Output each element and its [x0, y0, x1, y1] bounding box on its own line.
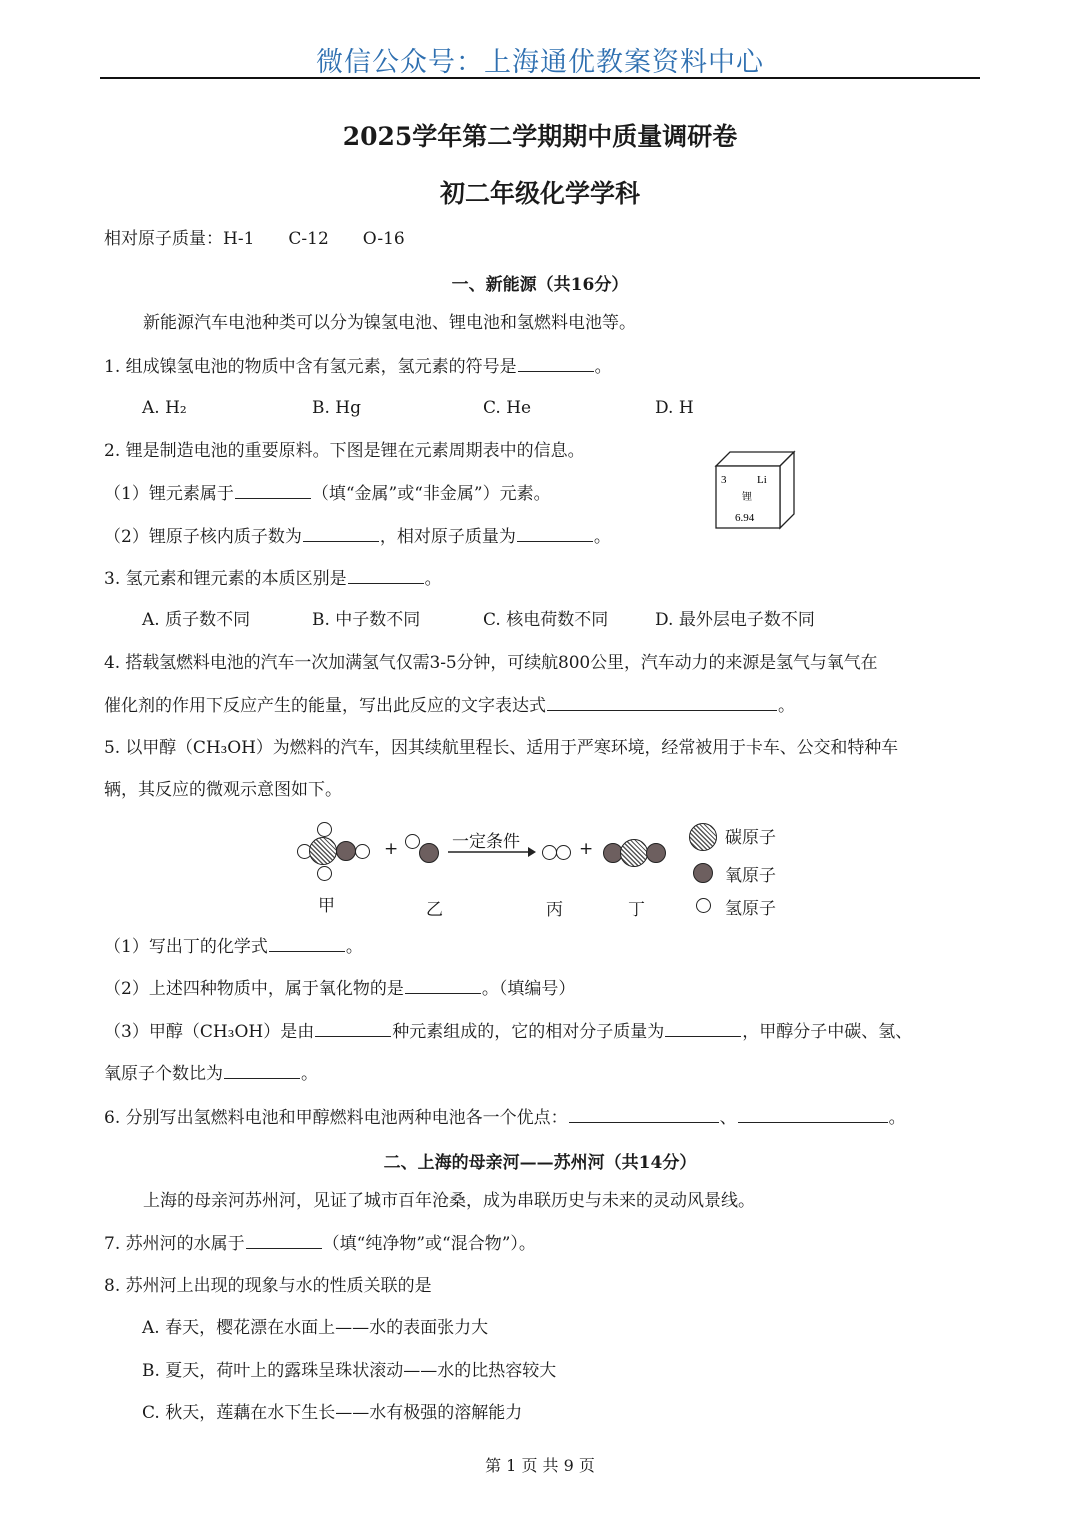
plus-sign: + [579, 839, 594, 859]
answer-blank[interactable] [269, 935, 345, 952]
question-4-line-2 [104, 694, 795, 717]
reaction-diagram [280, 818, 800, 928]
option-c[interactable]: C. 核电荷数不同 [483, 610, 609, 630]
element-name: 锂 [742, 492, 752, 503]
section-1-intro: 新能源汽车电池种类可以分为镍氢电池、锂电池和氢燃料电池等。 [143, 313, 636, 333]
exam-subtitle: 初二年级化学学科 [439, 179, 640, 208]
plus-sign: + [384, 839, 399, 859]
question-6-sep: 、 [719, 1108, 737, 1128]
section-2-title: 二、上海的母亲河——苏州河（共14分） [383, 1153, 697, 1173]
option-a[interactable]: A. 质子数不同 [142, 610, 251, 630]
element-symbol: Li [757, 474, 767, 486]
question-7-text: 7. 苏州河的水属于 [104, 1234, 245, 1254]
answer-blank[interactable] [518, 355, 594, 372]
q5p1-text: （1）写出丁的化学式 [104, 937, 268, 957]
question-3-end: 。 [424, 569, 442, 589]
option-a[interactable]: A. H₂ [142, 398, 187, 418]
option-c[interactable]: C. He [483, 398, 532, 418]
q2p2-text: （2）锂原子核内质子数为 [104, 527, 302, 547]
answer-blank[interactable] [547, 694, 777, 711]
hydrogen-atom [405, 834, 420, 849]
oxygen-atom [419, 843, 439, 863]
answer-blank[interactable] [569, 1106, 719, 1123]
question-1-text: 1. 组成镍氢电池的物质中含有氢元素，氢元素的符号是 [104, 357, 517, 377]
relative-atomic-mass: 6.94 [735, 512, 755, 524]
question-3-options [0, 609, 1080, 631]
answer-blank[interactable] [665, 1020, 741, 1037]
answer-blank[interactable] [224, 1062, 300, 1079]
carbon-atom [309, 837, 337, 865]
legend-oxygen: 氧原子 [725, 866, 776, 886]
carbon-legend-icon [689, 823, 717, 851]
section-2-intro: 上海的母亲河苏州河，见证了城市百年沧桑，成为串联历史与未来的灵动风景线。 [143, 1191, 755, 1211]
atomic-mass-note: 相对原子质量：H-1 C-12 O-16 [104, 229, 405, 249]
label-yi: 乙 [426, 900, 443, 920]
question-3-text: 3. 氢元素和锂元素的本质区别是 [104, 569, 347, 589]
question-6 [104, 1106, 906, 1129]
lithium-element-card [714, 450, 796, 532]
label-ding: 丁 [628, 900, 645, 920]
q2p1-tail: （填“金属”或“非金属”）元素。 [311, 484, 551, 504]
hydrogen-atom [556, 845, 571, 860]
answer-blank[interactable] [738, 1106, 888, 1123]
question-2-part-2 [104, 525, 611, 548]
q5p1-end: 。 [345, 937, 363, 957]
hydrogen-legend-icon [696, 898, 711, 913]
watermark-header: 微信公众号：上海通优教案资料中心 [316, 47, 764, 78]
question-6-text: 6. 分别写出氢燃料电池和甲醇燃料电池两种电池各一个优点： [104, 1108, 568, 1128]
question-5-part-1 [104, 935, 363, 958]
oxygen-atom [336, 841, 356, 861]
section-1-title: 一、新能源（共16分） [451, 275, 629, 295]
q5p3-mid: 种元素组成的，它的相对分子质量为 [392, 1022, 665, 1042]
label-jia: 甲 [318, 896, 335, 916]
option-b[interactable]: B. 夏天，荷叶上的露珠呈珠状滚动——水的比热容较大 [142, 1361, 557, 1381]
legend-carbon: 碳原子 [725, 828, 776, 848]
header-rule [100, 77, 980, 79]
q5p2-end: 。（填编号） [481, 979, 576, 999]
answer-blank[interactable] [405, 977, 481, 994]
oxygen-legend-icon [693, 863, 713, 883]
question-5-line-1: 5. 以甲醇（CH₃OH）为燃料的汽车，因其续航里程长、适用于严寒环境，经常被用于卡车、公交和特种车 [104, 738, 899, 758]
option-b[interactable]: B. 中子数不同 [312, 610, 421, 630]
question-7 [104, 1232, 536, 1255]
hydrogen-atom [317, 866, 332, 881]
q5p3-text: （3）甲醇（CH₃OH）是由 [104, 1022, 315, 1042]
question-6-end: 。 [888, 1108, 906, 1128]
answer-blank[interactable] [348, 567, 424, 584]
legend-hydrogen: 氢原子 [725, 899, 776, 919]
option-d[interactable]: D. H [655, 398, 694, 418]
answer-blank[interactable] [303, 525, 379, 542]
question-2-part-1 [104, 482, 551, 505]
question-5-part-3 [104, 1020, 912, 1043]
q2p1-text: （1）锂元素属于 [104, 484, 234, 504]
exam-title: 2025学年第二学期期中质量调研卷 [342, 122, 738, 151]
hydrogen-atom [317, 822, 332, 837]
question-7-tail: （填“纯净物”或“混合物”）。 [322, 1234, 536, 1254]
question-1-options [0, 397, 1080, 419]
reaction-arrow [448, 846, 536, 858]
option-b[interactable]: B. Hg [312, 398, 362, 418]
atomic-number: 3 [721, 474, 727, 486]
question-5-part-3-line-2 [104, 1062, 318, 1085]
q4-text: 催化剂的作用下反应产生的能量，写出此反应的文字表达式 [104, 696, 546, 716]
question-3 [104, 567, 442, 590]
reaction-condition: 一定条件 [452, 832, 520, 852]
q4-end: 。 [778, 696, 795, 716]
question-1 [104, 355, 612, 378]
option-a[interactable]: A. 春天，樱花漂在水面上——水的表面张力大 [142, 1318, 489, 1338]
question-5-part-2 [104, 977, 575, 1000]
q5p2-text: （2）上述四种物质中，属于氧化物的是 [104, 979, 404, 999]
q5p3-line2-text: 氧原子个数比为 [104, 1064, 223, 1084]
question-4-line-1: 4. 搭载氢燃料电池的汽车一次加满氢气仅需3-5分钟，可续航800公里，汽车动力的来源是氢气与氧气在 [104, 653, 878, 673]
q5p3-tail: ，甲醇分子中碳、氢、 [742, 1022, 913, 1042]
option-d[interactable]: D. 最外层电子数不同 [655, 610, 815, 630]
answer-blank[interactable] [246, 1232, 322, 1249]
question-5-line-2: 辆，其反应的微观示意图如下。 [104, 780, 342, 800]
answer-blank[interactable] [315, 1020, 391, 1037]
answer-blank[interactable] [235, 482, 311, 499]
answer-blank[interactable] [517, 525, 593, 542]
question-8-stem: 8. 苏州河上出现的现象与水的性质关联的是 [104, 1276, 432, 1296]
oxygen-atom [646, 843, 666, 863]
question-2-stem: 2. 锂是制造电池的重要原料。下图是锂在元素周期表中的信息。 [104, 441, 585, 461]
carbon-atom [620, 839, 648, 867]
q2p2-end: 。 [593, 527, 611, 547]
hydrogen-atom [355, 844, 370, 859]
page-footer: 第 1 页 共 9 页 [485, 1456, 595, 1475]
label-bing: 丙 [546, 900, 563, 920]
q2p2-mid: ，相对原子质量为 [379, 527, 516, 547]
q5p3-line2-end: 。 [301, 1064, 318, 1084]
hydrogen-atom [542, 845, 557, 860]
option-c[interactable]: C. 秋天，莲藕在水下生长——水有极强的溶解能力 [142, 1403, 523, 1423]
question-1-end: 。 [594, 357, 612, 377]
